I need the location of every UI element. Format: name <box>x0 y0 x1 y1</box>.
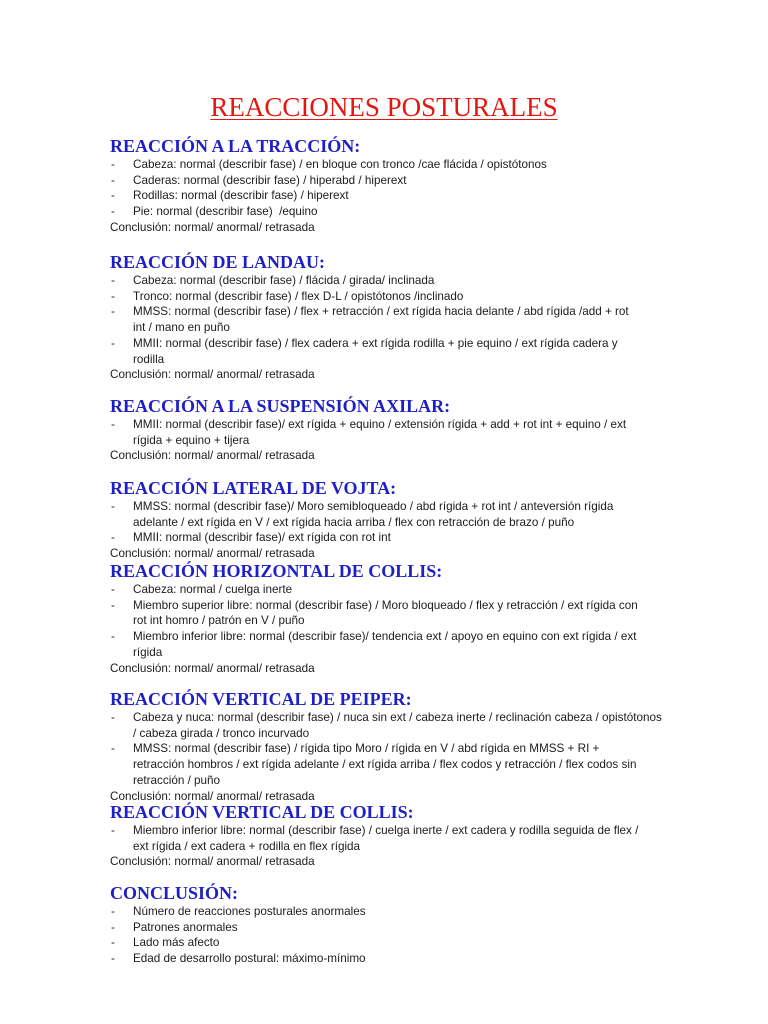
conclusion-line: Conclusión: normal/ anormal/ retrasada <box>110 368 315 382</box>
conclusion-line: Conclusión: normal/ anormal/ retrasada <box>110 789 315 803</box>
item-text: - Miembro inferior libre: normal (describir fase) / cuelga inerte / ext cadera y rodilla seguida de flex / <box>133 824 639 837</box>
list-item <box>110 710 710 741</box>
item-text: - Tronco: normal (describir fase) / flex D-L / opistótonos /inclinado <box>133 289 464 303</box>
item-list <box>110 582 710 661</box>
item-text-continued: retracción hombros / ext rígida adelante / ext rígida arriba / flex codos y retracción / flex codos sin <box>133 758 637 772</box>
item-text-continued: rot int homro / patrón en V / puño <box>133 614 305 628</box>
item-text: - Pie: normal (describir fase) /equino <box>133 205 318 219</box>
item-text: - Miembro superior libre: normal (describir fase) / Moro bloqueado / flex y retracción / ext rígida con <box>133 598 638 612</box>
list-item <box>110 530 710 546</box>
item-text-continued: rígida <box>133 645 163 659</box>
section-vojta <box>110 478 710 562</box>
item-text-continued: adelante / ext rígida en V / ext rígida hacia arriba / flex con retracción de brazo / puño <box>133 515 575 529</box>
list-item <box>110 417 710 448</box>
conclusion-line: Conclusión: normal/ anormal/ retrasada <box>110 449 315 463</box>
item-text: - Lado más afecto <box>133 936 220 950</box>
list-item <box>110 499 710 530</box>
item-list <box>110 499 710 546</box>
item-text: - Patrones anormales <box>133 920 238 934</box>
section-heading: CONCLUSIÓN: <box>110 883 239 903</box>
item-text: - Rodillas: normal (describir fase) / hiperext <box>133 189 349 203</box>
section-heading: REACCIÓN A LA SUSPENSIÓN AXILAR: <box>110 396 451 416</box>
list-item <box>110 289 710 305</box>
section-horizontal-collis <box>110 561 710 676</box>
item-list <box>110 157 710 220</box>
list-item <box>110 336 710 367</box>
item-text-continued: int / mano en puño <box>133 321 230 335</box>
item-text: - Cabeza: normal / cuelga inerte <box>133 583 293 596</box>
item-text: - Cabeza: normal (describir fase) / en bloque con tronco /cae flácida / opistótonos <box>133 158 547 171</box>
item-text-continued: retracción / puño <box>133 773 221 787</box>
section-landau <box>110 252 710 383</box>
list-item <box>110 204 710 220</box>
section-heading: REACCIÓN VERTICAL DE PEIPER: <box>110 689 412 709</box>
item-text: - MMII: normal (describir fase) / flex cadera + ext rígida rodilla + pie equino / ext rígida cadera y <box>133 336 618 350</box>
section-heading: REACCIÓN A LA TRACCIÓN: <box>110 136 361 156</box>
list-item <box>110 935 710 951</box>
list-item <box>110 823 710 854</box>
item-text-continued: / cabeza girada / tronco incurvado <box>133 726 310 740</box>
section-suspension-axilar <box>110 396 710 464</box>
item-text-continued: rodilla <box>133 352 165 366</box>
item-text: - Cabeza y nuca: normal (describir fase) / nuca sin ext / cabeza inerte / reclinación cabeza / opistótonos <box>133 711 662 724</box>
section-vertical-collis <box>110 802 710 870</box>
list-item <box>110 173 710 189</box>
item-text: - Miembro inferior libre: normal (describir fase)/ tendencia ext / apoyo en equino con ext rígida / ext <box>133 630 637 644</box>
item-text: - Edad de desarrollo postural: máximo-mínimo <box>133 952 366 966</box>
page-title: REACCIONES POSTURALES <box>210 92 558 122</box>
item-text: - MMSS: normal (describir fase) / rígida tipo Moro / rígida en V / abd rígida en MMSS + RI + <box>133 742 600 756</box>
list-item <box>110 951 710 967</box>
list-item <box>110 582 710 598</box>
item-text: - Número de reacciones posturales anormales <box>133 905 366 918</box>
item-list <box>110 710 710 789</box>
item-list <box>110 273 710 367</box>
item-list <box>110 904 710 967</box>
list-item <box>110 904 710 920</box>
item-text: - MMII: normal (describir fase)/ ext rígida con rot int <box>133 531 391 545</box>
conclusion-line: Conclusión: normal/ anormal/ retrasada <box>110 547 315 561</box>
conclusion-line: Conclusión: normal/ anormal/ retrasada <box>110 220 315 234</box>
section-traccion <box>110 136 710 236</box>
conclusion-line: Conclusión: normal/ anormal/ retrasada <box>110 855 315 869</box>
item-text: - MMSS: normal (describir fase) / flex + retracción / ext rígida hacia delante / abd rígida /add + rot <box>133 305 629 319</box>
section-heading: REACCIÓN DE LANDAU: <box>110 252 326 272</box>
conclusion-line: Conclusión: normal/ anormal/ retrasada <box>110 661 315 675</box>
list-item <box>110 188 710 204</box>
list-item <box>110 304 710 335</box>
item-text: - MMSS: normal (describir fase)/ Moro semibloqueado / abd rígida + rot int / anteversión rígida <box>133 500 614 513</box>
section-heading: REACCIÓN HORIZONTAL DE COLLIS: <box>110 561 443 581</box>
list-item <box>110 629 710 660</box>
list-item <box>110 741 710 788</box>
section-conclusion <box>110 883 710 967</box>
section-heading: REACCIÓN LATERAL DE VOJTA: <box>110 478 397 498</box>
item-text-continued: ext rígida / ext cadera + rodilla en flex rígida <box>133 839 361 853</box>
list-item <box>110 273 710 289</box>
section-heading: REACCIÓN VERTICAL DE COLLIS: <box>110 802 414 822</box>
list-item <box>110 157 710 173</box>
item-list <box>110 823 710 854</box>
list-item <box>110 920 710 936</box>
item-text: - Cabeza: normal (describir fase) / flácida / girada/ inclinada <box>133 274 435 287</box>
item-text: - MMII: normal (describir fase)/ ext rígida + equino / extensión rígida + add + rot int + equino / ext <box>133 418 627 431</box>
item-list <box>110 417 710 448</box>
section-vertical-peiper <box>110 689 710 804</box>
item-text: - Caderas: normal (describir fase) / hiperabd / hiperext <box>133 173 407 187</box>
list-item <box>110 598 710 629</box>
item-text-continued: rígida + equino + tijera <box>133 433 250 447</box>
